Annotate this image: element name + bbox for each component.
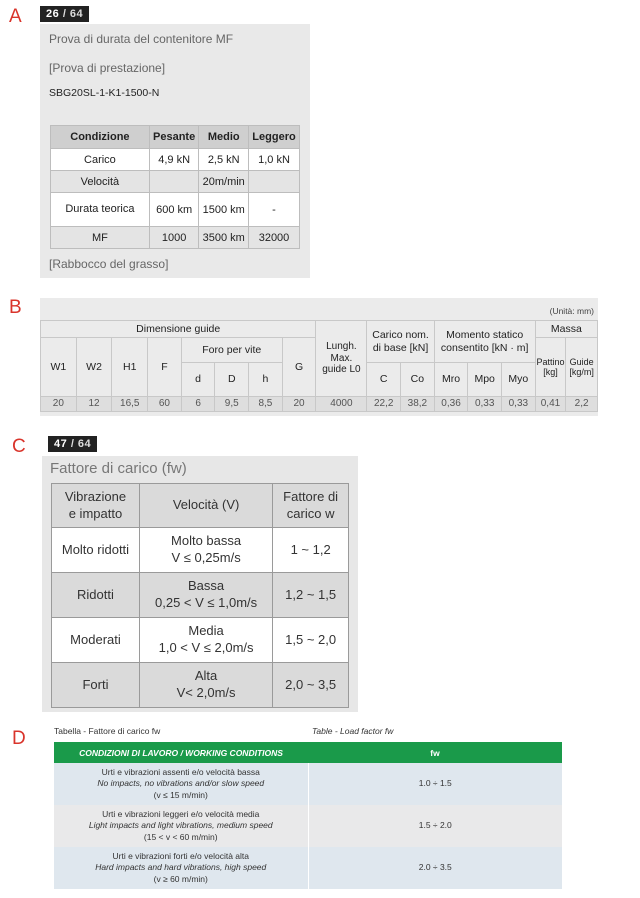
table-row: [51, 149, 300, 171]
page-badge-a: [40, 6, 89, 22]
table-cell: [139, 663, 272, 708]
section-c-label: C: [12, 436, 26, 457]
table-row: [54, 847, 562, 889]
caption-english: Table - Load factor fw: [312, 726, 394, 736]
condition-range: (v ≤ 15 m/min): [153, 789, 208, 800]
table-cell: 600 km: [149, 193, 199, 227]
table-row: [51, 171, 300, 193]
table-cell: [54, 847, 308, 889]
table-cell: 20m/min: [199, 171, 249, 193]
table-cell: MF: [51, 227, 150, 249]
load-factor-table: [51, 483, 349, 708]
condition-italian: Urti e vibrazioni leggeri e/o velocità media: [102, 809, 260, 820]
col-header: Co: [401, 363, 435, 397]
section-c-panel: [42, 456, 358, 712]
table-cell: [249, 171, 300, 193]
col-header: H1: [112, 338, 148, 397]
col-header: D: [215, 363, 249, 397]
table-cell: 16,5: [112, 397, 148, 412]
table-cell: [54, 805, 308, 847]
table-cell: 2.0 ÷ 3.5: [308, 847, 562, 889]
table-cell: Moderati: [52, 618, 140, 663]
table-cell: 0,33: [468, 397, 502, 412]
section-d-label: D: [12, 728, 26, 749]
section-b-label: B: [9, 297, 22, 318]
speed-label: Alta: [194, 668, 218, 684]
table-cell: 1 ~ 1,2: [273, 528, 349, 573]
table-cell: 12: [76, 397, 112, 412]
table-row: [52, 663, 349, 708]
page-total: / 64: [70, 438, 92, 450]
section-a-footer: [Rabbocco del grasso]: [49, 257, 169, 271]
col-header: W2: [76, 338, 112, 397]
condition-english: Light impacts and light vibrations, medium speed: [88, 820, 273, 831]
caption-italian: Tabella - Fattore di carico fw: [54, 726, 161, 736]
col-header: Fattore di carico w: [273, 484, 349, 528]
guide-dimensions-table: [40, 320, 598, 412]
header-massa: Massa: [535, 321, 597, 338]
table-cell: Carico: [51, 149, 150, 171]
col-header: Mpo: [468, 363, 502, 397]
table-cell: 3500 km: [199, 227, 249, 249]
table-cell: [139, 528, 272, 573]
table-cell: 0,36: [434, 397, 468, 412]
table-cell: [139, 618, 272, 663]
table-cell: 1,0 kN: [249, 149, 300, 171]
table-row: [52, 573, 349, 618]
condition-range: (v ≥ 60 m/min): [153, 873, 208, 884]
table-row: [51, 227, 300, 249]
table-cell: 1000: [149, 227, 199, 249]
col-header: W1: [41, 338, 77, 397]
header-fw: fw: [308, 742, 562, 763]
condition-english: No impacts, no vibrations and/or slow speed: [97, 778, 265, 789]
section-a-subtitle: [Prova di prestazione]: [49, 61, 166, 75]
table-cell: Forti: [52, 663, 140, 708]
header-dimensione-guide: Dimensione guide: [41, 321, 316, 338]
section-a-title: Prova di durata del contenitore MF: [49, 32, 234, 46]
table-row: [54, 805, 562, 847]
table-row: [52, 528, 349, 573]
working-conditions-table: [54, 742, 562, 889]
table-cell: 22,2: [367, 397, 401, 412]
col-header: Guide [kg/m]: [566, 338, 598, 397]
condition-english: Hard impacts and hard vibrations, high speed: [95, 862, 267, 873]
speed-range: 1,0 < V ≤ 2,0m/s: [158, 640, 254, 655]
col-header: Medio: [199, 126, 249, 149]
col-header: Mro: [434, 363, 468, 397]
col-header: Pattino [kg]: [535, 338, 566, 397]
table-row: [51, 193, 300, 227]
col-header: Vibrazione e impatto: [52, 484, 140, 528]
table-row: [52, 618, 349, 663]
table-cell: [139, 573, 272, 618]
table-cell: 1500 km: [199, 193, 249, 227]
table-cell: 0,41: [535, 397, 566, 412]
table-cell: 9,5: [215, 397, 249, 412]
col-header: Myo: [502, 363, 536, 397]
section-a-code: SBG20SL-1-K1-1500-N: [49, 87, 160, 99]
table-row: [54, 763, 562, 805]
table-cell: Molto ridotti: [52, 528, 140, 573]
table-cell: 8,5: [249, 397, 283, 412]
table-cell: [149, 171, 199, 193]
header-lungh-max: Lungh. Max. guide L0: [316, 321, 367, 397]
table-cell: 4000: [316, 397, 367, 412]
section-a-label: A: [9, 6, 22, 27]
table-cell: 1.5 ÷ 2.0: [308, 805, 562, 847]
table-cell: Velocità: [51, 171, 150, 193]
table-cell: 20: [282, 397, 316, 412]
table-cell: 2,0 ~ 3,5: [273, 663, 349, 708]
unit-note: (Unità: mm): [549, 306, 594, 316]
speed-range: V ≤ 0,25m/s: [171, 550, 241, 565]
table-cell: -: [249, 193, 300, 227]
table-cell: 1,2 ~ 1,5: [273, 573, 349, 618]
col-header: C: [367, 363, 401, 397]
table-cell: 2,2: [566, 397, 598, 412]
page-total: / 64: [62, 8, 84, 20]
section-c-title: Fattore di carico (fw): [50, 460, 187, 477]
table-row: [41, 397, 598, 412]
page-current: 47: [54, 438, 68, 450]
condition-range: (15 < v < 60 m/min): [143, 831, 218, 842]
speed-label: Molto bassa: [171, 533, 242, 549]
page-current: 26: [46, 8, 60, 20]
col-header: Leggero: [249, 126, 300, 149]
table-cell: 38,2: [401, 397, 435, 412]
table-cell: Ridotti: [52, 573, 140, 618]
col-header: h: [249, 363, 283, 397]
col-header: G: [282, 338, 316, 397]
table-cell: 20: [41, 397, 77, 412]
page-badge-c: [48, 436, 97, 452]
table-cell: 2,5 kN: [199, 149, 249, 171]
header-working-conditions: CONDIZIONI DI LAVORO / WORKING CONDITIONS: [54, 742, 308, 763]
table-cell: 32000: [249, 227, 300, 249]
speed-range: V< 2,0m/s: [176, 685, 236, 700]
header-momento-statico: Momento statico consentito [kN · m]: [434, 321, 535, 363]
section-b-panel: [40, 298, 598, 416]
col-header: Pesante: [149, 126, 199, 149]
speed-range: 0,25 < V ≤ 1,0m/s: [155, 595, 258, 610]
table-cell: Durata teorica: [51, 193, 150, 227]
header-foro-per-vite: Foro per vite: [181, 338, 282, 363]
table-cell: 1,5 ~ 2,0: [273, 618, 349, 663]
mf-durability-table: [50, 125, 300, 249]
speed-label: Bassa: [188, 578, 225, 594]
col-header: d: [181, 363, 215, 397]
condition-italian: Urti e vibrazioni forti e/o velocità alta: [112, 851, 250, 862]
condition-italian: Urti e vibrazioni assenti e/o velocità bassa: [101, 767, 260, 778]
speed-label: Media: [188, 623, 224, 639]
section-a-panel: [40, 24, 310, 278]
table-cell: 60: [148, 397, 182, 412]
table-cell: 4,9 kN: [149, 149, 199, 171]
table-cell: 1.0 ÷ 1.5: [308, 763, 562, 805]
col-header: Velocità (V): [139, 484, 272, 528]
table-cell: 6: [181, 397, 215, 412]
header-carico-nom: Carico nom. di base [kN]: [367, 321, 434, 363]
col-header: Condizione: [51, 126, 150, 149]
table-cell: [54, 763, 308, 805]
col-header: F: [148, 338, 182, 397]
table-cell: 0,33: [502, 397, 536, 412]
